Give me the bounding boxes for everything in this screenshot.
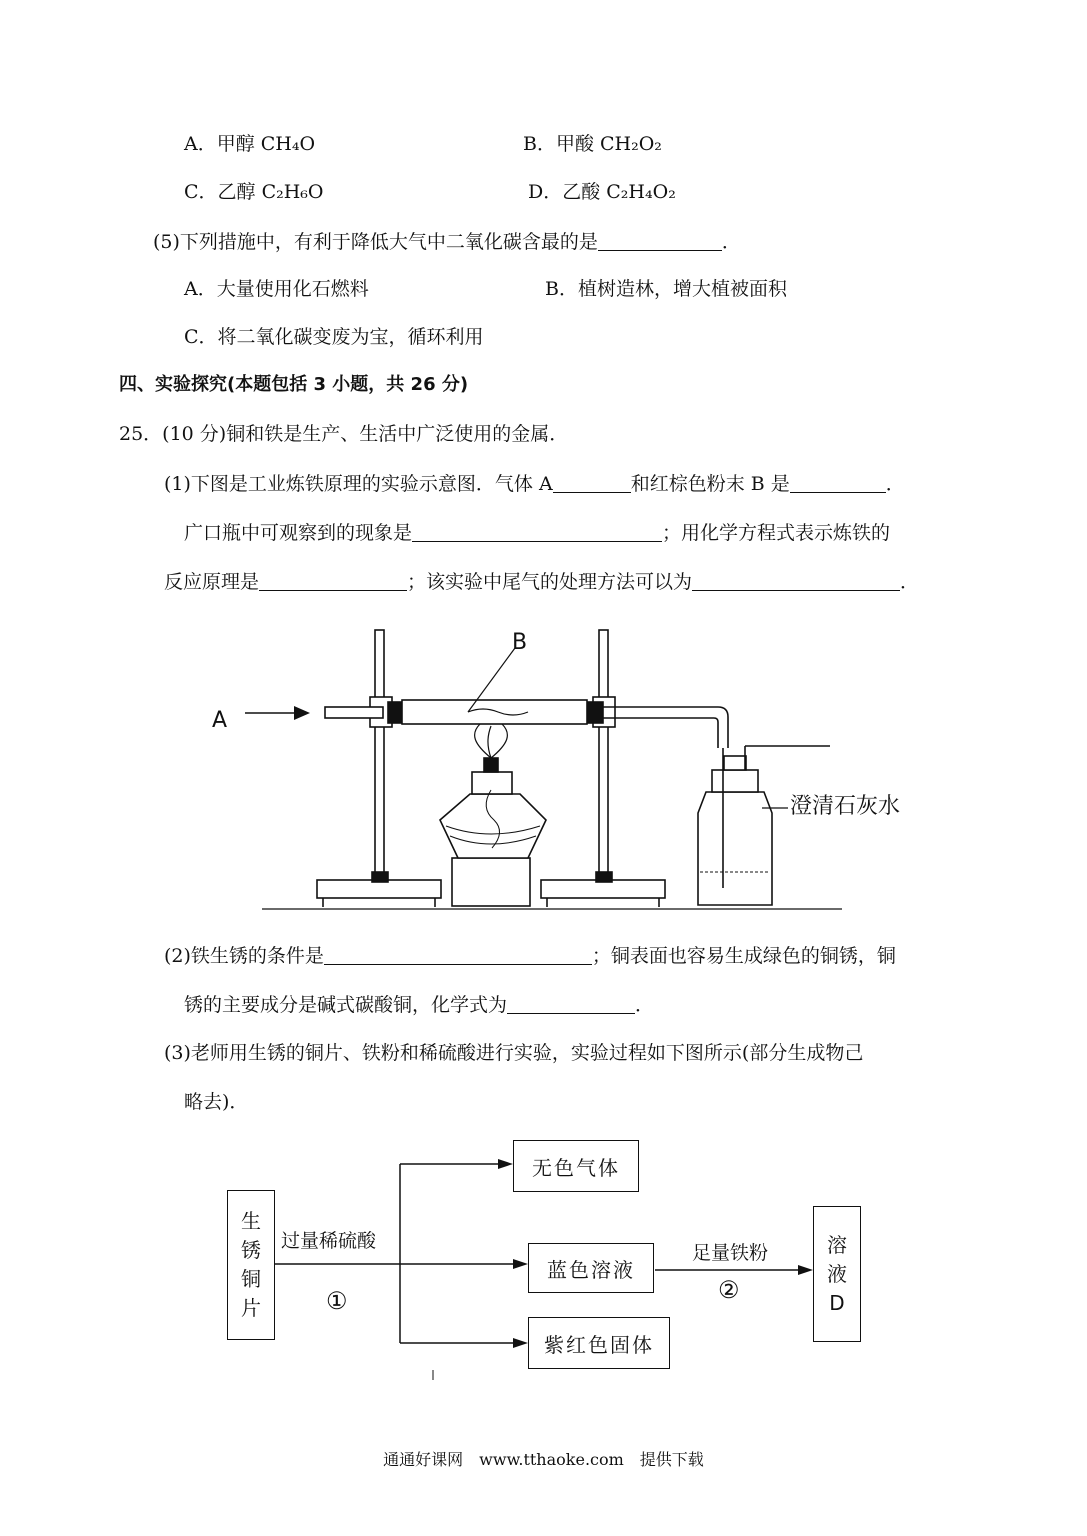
- q25-2-line1: [164, 946, 896, 966]
- text: ；该实验中尾气的处理方法可以为: [407, 571, 693, 593]
- q24-5-stem-text: (5)下列措施中，有利于降低大气中二氧化碳含最的是: [153, 231, 598, 253]
- reagent-excess-dilute-sulfuric-acid: 过量稀硫酸: [281, 1230, 377, 1252]
- flow-end-solution-d: [813, 1206, 861, 1342]
- option-c-ethanol: C．乙醇 C₂H₆O: [184, 181, 324, 203]
- q25-3-line2: 略去)．: [184, 1091, 249, 1113]
- answer-blank-tail-gas[interactable]: [692, 572, 900, 591]
- option-b-formic-acid: B．甲酸 CH₂O₂: [523, 133, 662, 155]
- q24-5-option-a: A．大量使用化石燃料: [184, 278, 369, 300]
- answer-blank[interactable]: [598, 232, 722, 251]
- q25-3-line1: (3)老师用生锈的铜片、铁粉和稀硫酸进行实验，实验过程如下图所示(部分生成物己: [164, 1042, 864, 1064]
- q24-5-stem: [153, 232, 741, 252]
- punct: ．: [885, 473, 905, 495]
- label-limewater: 澄清石灰水: [790, 794, 901, 819]
- char: 溶: [827, 1232, 847, 1257]
- q25-2-line2: [184, 995, 654, 1015]
- text: (2)铁生锈的条件是: [164, 945, 324, 967]
- punct: ．: [721, 231, 741, 253]
- answer-blank-rust-conditions[interactable]: [324, 946, 592, 965]
- punct: ．: [900, 571, 920, 593]
- char: 片: [241, 1296, 261, 1320]
- step-1-marker: ①: [326, 1287, 348, 1315]
- q25-1-line3: [164, 572, 919, 592]
- label-powder-b: B: [512, 630, 528, 655]
- text: 广口瓶中可观察到的现象是: [184, 522, 413, 544]
- page-footer-source: 通通好课网 www.tthaoke.com 提供下载: [383, 1450, 704, 1469]
- reagent-sufficient-iron-powder: 足量铁粉: [692, 1242, 769, 1264]
- q24-5-option-c: C．将二氧化碳变废为宝，循环利用: [184, 326, 484, 348]
- answer-blank-phenomenon[interactable]: [412, 523, 662, 542]
- text: 反应原理是: [164, 571, 260, 593]
- option-d-acetic-acid: D．乙酸 C₂H₄O₂: [528, 181, 676, 203]
- char: 铜: [241, 1267, 261, 1291]
- answer-blank-equation[interactable]: [259, 572, 407, 591]
- section-heading: 四、实验探究(本题包括 3 小题，共 26 分): [119, 374, 469, 395]
- char: D: [829, 1290, 845, 1315]
- q25-stem: 25．(10 分)铜和铁是生产、生活中广泛使用的金属．: [119, 423, 569, 445]
- answer-blank-formula[interactable]: [507, 995, 635, 1014]
- label-gas-a: A: [212, 708, 228, 733]
- text: 和红棕色粉末 B 是: [630, 473, 790, 495]
- q24-5-option-b: B．植树造林，增大植被面积: [545, 278, 787, 300]
- step-2-marker: ②: [718, 1276, 740, 1304]
- flow-start-rusty-copper: [227, 1190, 275, 1340]
- product-purple-red-solid: 紫红色固体: [528, 1317, 670, 1369]
- text: ；铜表面也容易生成绿色的铜锈，铜: [591, 945, 896, 967]
- text: (1)下图是工业炼铁原理的实验示意图．气体 A: [164, 473, 553, 495]
- product-colorless-gas: 无色气体: [513, 1140, 639, 1192]
- text: ；用化学方程式表示炼铁的: [662, 522, 891, 544]
- product-blue-solution: 蓝色溶液: [528, 1243, 654, 1293]
- punct: ．: [635, 994, 655, 1016]
- answer-blank-gas-a[interactable]: [553, 474, 631, 493]
- option-a-methanol: A．甲醇 CH₄O: [184, 133, 316, 155]
- char: 锈: [241, 1238, 261, 1262]
- char: 生: [241, 1209, 261, 1233]
- char: 液: [827, 1261, 847, 1286]
- q25-1-line1: [164, 474, 905, 494]
- text: 锈的主要成分是碱式碳酸铜，化学式为: [184, 994, 508, 1016]
- q25-1-line2: [184, 523, 890, 543]
- answer-blank-powder-b[interactable]: [790, 474, 886, 493]
